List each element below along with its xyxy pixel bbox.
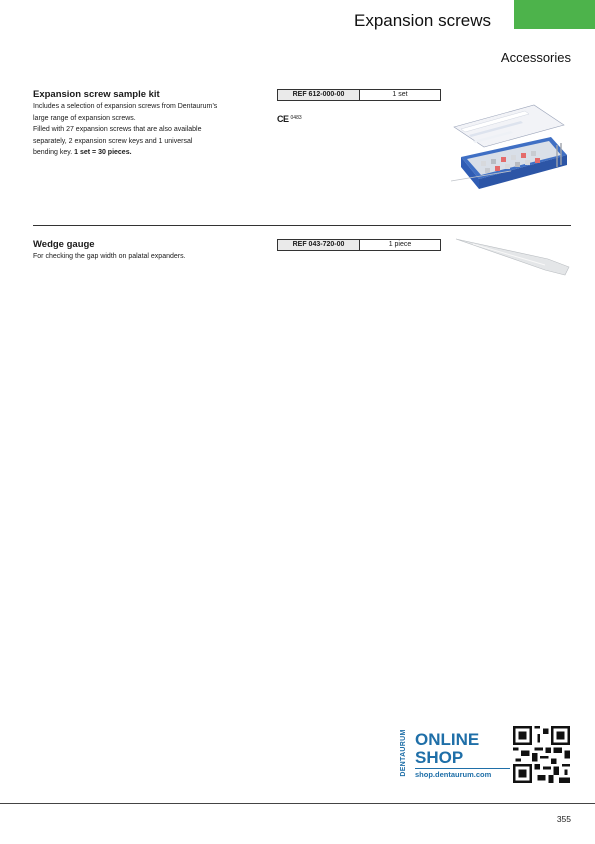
ref-table xyxy=(277,239,441,251)
quantity: 1 piece xyxy=(360,240,441,251)
product-name: Expansion screw sample kit xyxy=(33,89,160,100)
desc-line: large range of expansion screws. xyxy=(33,114,136,122)
product-divider xyxy=(33,225,571,226)
online-shop-banner[interactable] xyxy=(401,726,511,784)
page-title: Expansion screws xyxy=(353,11,491,30)
ce-icon: CE xyxy=(277,114,289,124)
footer-divider xyxy=(0,803,595,804)
section-title: Accessories xyxy=(500,50,571,65)
ref-table xyxy=(277,89,441,101)
desc-bold: 1 set = 30 pieces. xyxy=(74,149,132,156)
desc-line: Includes a selection of expansion screws from Dentaurum’s xyxy=(33,103,218,110)
wedge-gauge-image xyxy=(453,237,573,279)
product-description xyxy=(33,251,248,263)
desc-line: separately, 2 expansion screw keys and 1 universal xyxy=(33,137,193,145)
shop-heading-shop: SHOP xyxy=(415,748,464,767)
shop-brand: DENTAURUM xyxy=(400,729,407,777)
product-description xyxy=(33,101,248,159)
ref-number: REF 612-000-00 xyxy=(278,90,360,101)
shop-heading-online: ONLINE xyxy=(415,730,480,749)
sample-kit-box-image xyxy=(451,97,573,212)
page-number: 355 xyxy=(556,814,571,824)
shop-url-link[interactable]: shop.dentaurum.com xyxy=(415,770,492,779)
ce-number: 0483 xyxy=(290,114,302,121)
qr-code-icon[interactable] xyxy=(513,726,570,783)
quantity: 1 set xyxy=(360,90,441,101)
desc-line-text: bending key. xyxy=(33,149,73,156)
desc-line: For checking the gap width on palatal expanders. xyxy=(33,253,186,260)
product-name: Wedge gauge xyxy=(33,239,95,250)
ce-marking xyxy=(277,109,302,127)
green-color-tab xyxy=(514,0,595,29)
desc-line xyxy=(33,147,248,159)
ref-number: REF 043-720-00 xyxy=(278,240,360,251)
desc-line: Filled with 27 expansion screws that are also available xyxy=(33,126,202,133)
shop-underline xyxy=(415,768,510,769)
